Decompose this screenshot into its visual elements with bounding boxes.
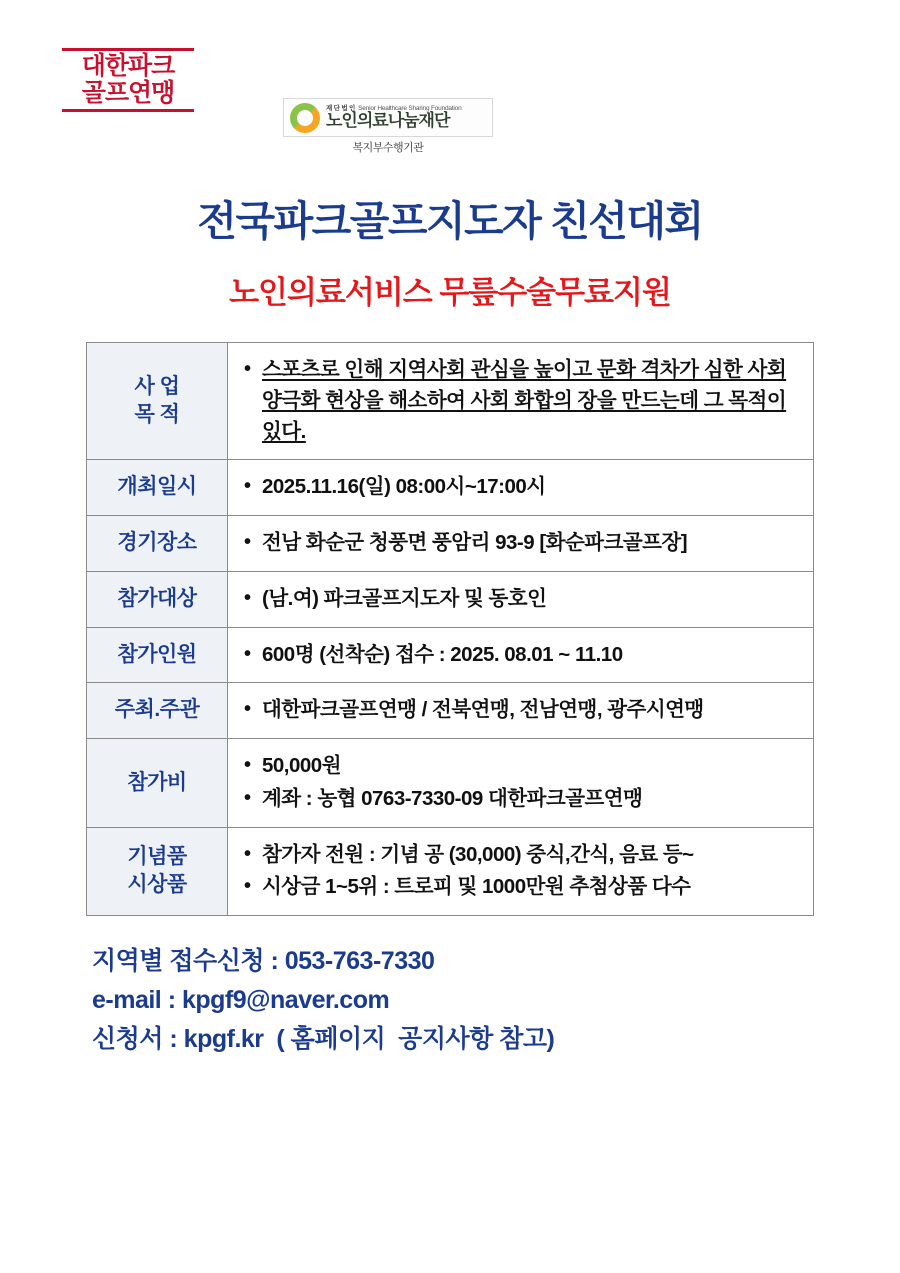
contact-email: e-mail : kpgf9@naver.com [92,985,390,1014]
contact-website: 신청서 : kpgf.kr ( 홈페이지 공지사항 참고) [92,1024,555,1053]
foundation-logo-tiny-kor: 재 단 법 인 [326,105,356,113]
table-row [87,460,814,516]
row-value-capacity [228,627,814,683]
kpgf-logo [62,48,194,112]
foundation-logo [283,98,493,155]
list-item: • 계좌 : 농협 0763-7330-09 대한파크골프연맹 [260,784,801,815]
bullet-list [240,751,801,815]
list-item: • 대한파크골프연맹 / 전북연맹, 전남연맹, 광주시연맹 [260,695,801,726]
table-row [87,571,814,627]
table-row [87,516,814,572]
row-value-date [228,460,814,516]
list-item: • 참가자 전원 : 기념 공 (30,000) 중식,간식, 음료 등~ [260,840,801,871]
row-label-organizer: 주최.주관 [87,683,228,739]
foundation-logo-tiny-eng: Senior Healthcare Sharing Foundation [358,105,462,113]
row-value-venue [228,516,814,572]
bullet-list [240,695,801,726]
bullet-list [240,528,801,559]
bullet-list [240,355,801,447]
list-item: • 600명 (선착순) 접수 : 2025. 08.01 ~ 11.10 [260,640,801,671]
row-label-participants: 참가대상 [87,571,228,627]
kpgf-logo-line1: 대한파크 [81,52,175,80]
row-label-capacity: 참가인원 [87,627,228,683]
row-label-date: 개최일시 [87,460,228,516]
contact-block [92,942,900,1058]
kpgf-logo-line2: 골프연맹 [81,79,175,107]
table-row [87,683,814,739]
bullet-list [240,840,801,904]
page-subtitle: 노인의료서비스 무릎수술무료지원 [229,275,671,310]
event-info-table-body [87,343,814,916]
foundation-logo-main: 노인의료나눔재단 [326,111,450,131]
header-logos [0,0,900,154]
row-value-participants [228,571,814,627]
row-value-fee [228,739,814,828]
bullet-list [240,472,801,503]
contact-phone: 지역별 접수신청 : 053-763-7330 [92,947,435,975]
row-label-purpose: 사 업 목 적 [87,343,228,460]
list-item: • 시상금 1~5위 : 트로피 및 1000만원 추첨상품 다수 [260,872,801,903]
row-label-venue: 경기장소 [87,516,228,572]
page-title: 전국파크골프지도자 친선대회 [197,198,703,244]
table-row [87,739,814,828]
bullet-list [240,640,801,671]
list-item: • 50,000원 [260,751,801,782]
foundation-emblem-icon [290,103,320,133]
purpose-text: 스포츠로 인해 지역사회 관심을 높이고 문화 격차가 심한 사회 양극화 현상을 해소하여 사회 화합의 장을 만드는데 그 목적이 있다. [262,358,787,443]
foundation-logo-texts [326,105,462,131]
row-label-fee: 참가비 [87,739,228,828]
list-item: • 전남 화순군 청풍면 풍암리 93-9 [화순파크골프장] [260,528,801,559]
list-item: • 2025.11.16(일) 08:00시~17:00시 [260,472,801,503]
bullet-list [240,584,801,615]
list-item: • (남.여) 파크골프지도자 및 동호인 [260,584,801,615]
foundation-logo-box [283,98,493,137]
row-value-purpose [228,343,814,460]
table-row [87,627,814,683]
event-info-table [86,342,814,916]
list-item [260,355,801,447]
row-label-prizes: 기념품 시상품 [87,827,228,916]
table-row [87,343,814,460]
row-value-organizer [228,683,814,739]
table-row [87,827,814,916]
row-value-prizes [228,827,814,916]
foundation-logo-sub: 복지부수행기관 [352,142,424,154]
